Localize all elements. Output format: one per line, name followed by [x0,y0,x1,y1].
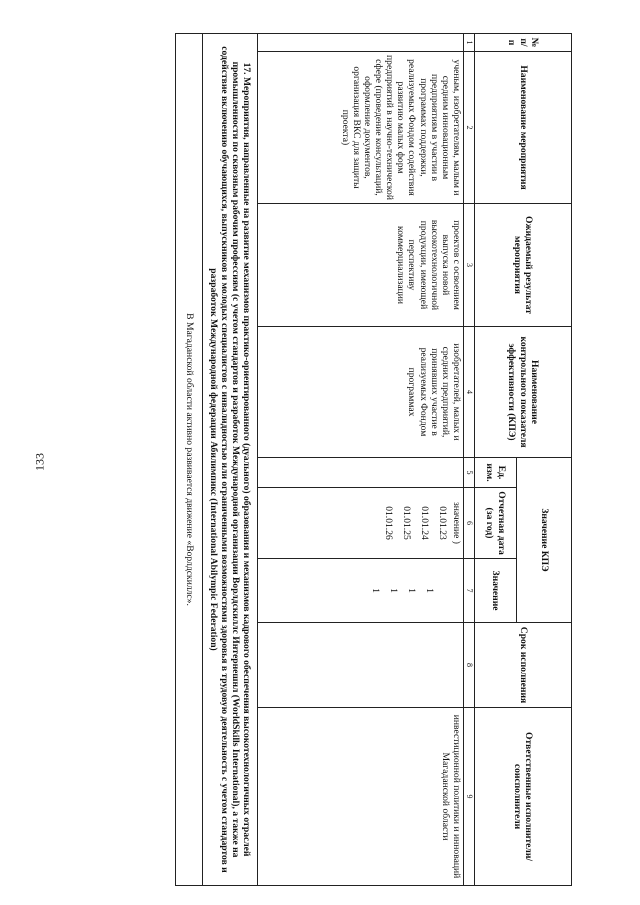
kpi-value: 1 [388,588,399,593]
kpi-date: 01.01.26 [382,506,394,540]
column-number: 2 [464,52,475,204]
header-deadline: Срок исполнения [475,623,572,708]
note-row [176,34,203,886]
kpi-value-spacer [438,562,462,619]
column-number: 5 [464,458,475,488]
kpi-value: 1 [406,588,417,593]
column-number: 1 [464,34,475,52]
kpi-date: 01.01.24 [418,506,430,540]
column-number: 4 [464,327,475,458]
section-17-heading: 17. Мероприятия, направленные на развитие механизмов практико-ориентированного (дуального) образования и механизмов кадрового обеспечения высокотехнологичных отраслей промышленности по сквозным рабочим профессиям (с учетом стандартов и разработок Международной организации Ворлдскиллс Интернешнл (WorldSkills International), а также на содействие включению обучающихся, выпускников и молодых специалистов с инвалидностью или ограниченными возможностями здоровья в трудовую деятельность с учетом стандартов и разработок Международной федерации Абилимпикс (International Abilympic Federation) [203,34,258,886]
column-number: 3 [464,204,475,327]
page-number: 133 [32,453,47,471]
header-kpi-unit: Ед. изм. [475,458,517,488]
header-event: Наименование мероприятия [475,52,572,204]
unit-cell [258,458,464,488]
column-number: 8 [464,623,475,708]
rotated-table-container [183,33,572,885]
event-cell: ученым, изобретателям, малым и средним инновационным предприятиям в участии в программах поддержки, реализуемых Фондом содействия развитию малых форм предприятий в научно-технической сфере (проведение консультаций, оформление документов, организация ВКС для защиты проекта) [258,52,464,204]
header-number: № п/п [475,34,572,52]
column-number: 6 [464,488,475,559]
kpi-value: 1 [370,588,381,593]
header-kpi-date: Отчетная дата (за год) [475,488,517,559]
column-number: 9 [464,708,475,886]
header-kpi-value: Значение [475,559,517,623]
table-row [258,34,464,886]
kpi-date: 01.01.23 [436,506,448,540]
section-heading-row [203,34,258,886]
row-number-cell [258,34,464,52]
result-cell: проектов с освоением выпуска новой высокотехнологичной продукции, имеющей перспективу коммерциализации [258,204,464,327]
header-kpi-name: Наименование контрольного показателя эффективности (КПЭ) [475,327,572,458]
column-number: 7 [464,559,475,623]
kpi-value: 1 [424,588,435,593]
kpi-name-cell: изобретателей, малых и средних предприятий, принявших участие в реализуемых Фондом программах [258,327,464,458]
kpi-table [175,33,572,886]
deadline-cell [258,623,464,708]
column-number-row [464,34,475,886]
header-responsible: Ответственные исполнители/ соисполнители [475,708,572,886]
header-kpi-value-group: Значение КПЭ [517,458,572,623]
kpi-date: 01.01.25 [400,506,412,540]
responsible-cell: инвестиционной политики и инноваций Магаданской области [258,708,464,886]
header-result: Ожидаемый результат мероприятия [475,204,572,327]
kpi-date-cell [258,488,464,559]
section-17-note: В Магаданской области активно развивается движение «Ворлдскиллс». [176,34,203,886]
kpi-date-header-text: значение ) [451,501,462,544]
kpi-value-cell [258,559,464,623]
